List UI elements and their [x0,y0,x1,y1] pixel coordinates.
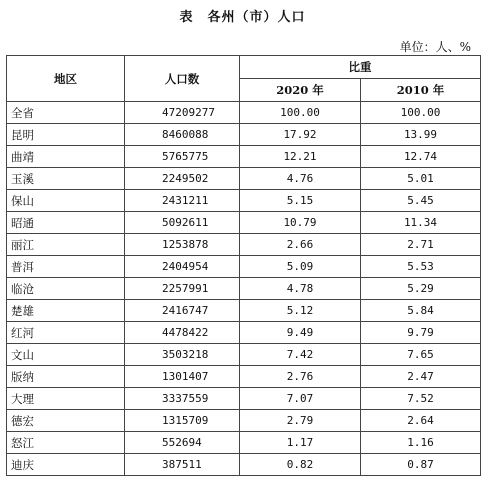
share-2010-cell: 0.87 [361,454,481,476]
header-year-2010: 2010 年 [361,79,481,102]
share-2020-cell: 5.15 [240,190,361,212]
share-2010-cell: 5.45 [361,190,481,212]
share-2020-cell: 2.79 [240,410,361,432]
table-row [7,432,481,454]
share-2010-cell: 100.00 [361,102,481,124]
population-table [6,55,481,476]
share-2020-cell: 12.21 [240,146,361,168]
population-cell: 1315709 [125,410,240,432]
region-cell: 大理 [7,388,125,410]
population-cell: 552694 [125,432,240,454]
region-cell: 丽江 [7,234,125,256]
table-row [7,366,481,388]
population-cell: 2404954 [125,256,240,278]
header-share: 比重 [240,56,481,79]
share-2020-cell: 5.12 [240,300,361,322]
share-2020-cell: 10.79 [240,212,361,234]
region-cell: 楚雄 [7,300,125,322]
share-2010-cell: 13.99 [361,124,481,146]
table-row [7,124,481,146]
share-2010-cell: 2.71 [361,234,481,256]
region-cell: 怒江 [7,432,125,454]
share-2020-cell: 17.92 [240,124,361,146]
table-row [7,344,481,366]
table-row [7,300,481,322]
share-2010-cell: 7.52 [361,388,481,410]
share-2020-cell: 2.66 [240,234,361,256]
region-cell: 全省 [7,102,125,124]
region-cell: 临沧 [7,278,125,300]
share-2020-cell: 7.07 [240,388,361,410]
region-cell: 红河 [7,322,125,344]
population-cell: 4478422 [125,322,240,344]
table-row [7,278,481,300]
share-2020-cell: 5.09 [240,256,361,278]
share-2010-cell: 7.65 [361,344,481,366]
region-cell: 文山 [7,344,125,366]
unit-note: 单位：人、% [399,40,471,54]
table-row [7,102,481,124]
population-cell: 1253878 [125,234,240,256]
region-cell: 昆明 [7,124,125,146]
share-2020-cell: 9.49 [240,322,361,344]
share-2010-cell: 5.84 [361,300,481,322]
region-cell: 德宏 [7,410,125,432]
share-2020-cell: 4.78 [240,278,361,300]
table-row [7,190,481,212]
share-2010-cell: 5.29 [361,278,481,300]
population-cell: 5092611 [125,212,240,234]
population-cell: 2431211 [125,190,240,212]
share-2010-cell: 5.01 [361,168,481,190]
population-cell: 47209277 [125,102,240,124]
population-cell: 8460088 [125,124,240,146]
table-row [7,212,481,234]
share-2020-cell: 4.76 [240,168,361,190]
table-body [7,102,481,476]
share-2010-cell: 9.79 [361,322,481,344]
header-region: 地区 [7,56,125,102]
region-cell: 保山 [7,190,125,212]
share-2010-cell: 5.53 [361,256,481,278]
table-row [7,234,481,256]
share-2010-cell: 11.34 [361,212,481,234]
table-row [7,410,481,432]
share-2020-cell: 7.42 [240,344,361,366]
region-cell: 普洱 [7,256,125,278]
share-2020-cell: 0.82 [240,454,361,476]
population-cell: 5765775 [125,146,240,168]
table-row [7,322,481,344]
population-cell: 3503218 [125,344,240,366]
population-cell: 2249502 [125,168,240,190]
header-population: 人口数 [125,56,240,102]
table-row [7,168,481,190]
region-cell: 迪庆 [7,454,125,476]
share-2020-cell: 1.17 [240,432,361,454]
header-year-2020: 2020 年 [240,79,361,102]
table-row [7,388,481,410]
share-2010-cell: 2.47 [361,366,481,388]
region-cell: 版纳 [7,366,125,388]
share-2010-cell: 1.16 [361,432,481,454]
region-cell: 曲靖 [7,146,125,168]
population-cell: 3337559 [125,388,240,410]
share-2020-cell: 100.00 [240,102,361,124]
region-cell: 玉溪 [7,168,125,190]
population-cell: 387511 [125,454,240,476]
share-2010-cell: 2.64 [361,410,481,432]
table-title: 表 各州（市）人口 [179,10,306,25]
table-row [7,146,481,168]
share-2020-cell: 2.76 [240,366,361,388]
table-row [7,256,481,278]
population-cell: 2257991 [125,278,240,300]
population-cell: 1301407 [125,366,240,388]
share-2010-cell: 12.74 [361,146,481,168]
region-cell: 昭通 [7,212,125,234]
population-cell: 2416747 [125,300,240,322]
table-row [7,454,481,476]
